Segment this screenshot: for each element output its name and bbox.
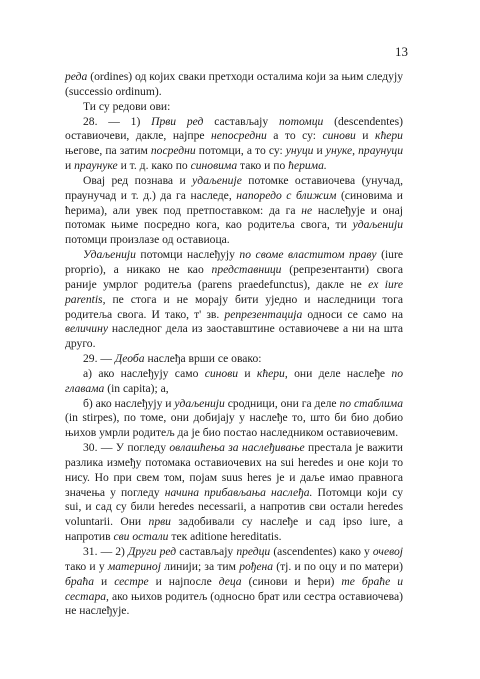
italic-term: ex iure parentis, bbox=[65, 277, 404, 306]
text-run: састављају bbox=[176, 545, 237, 558]
text-run: тако и по bbox=[237, 159, 289, 173]
italic-term: унуке, bbox=[325, 144, 356, 158]
text-run: и bbox=[355, 129, 376, 143]
text-run: (in stirpes), по томе, они добијају у наслеђе то, што би био добио њихов умрли родитељ да је био постао наследником оставиочевим. bbox=[65, 411, 403, 440]
text-run: (descendentes) оставиочеви, дакле, најпре bbox=[65, 114, 403, 143]
italic-term: синови bbox=[322, 129, 356, 143]
italic-term: ћерима. bbox=[288, 159, 327, 173]
italic-term: Деоба bbox=[114, 352, 145, 366]
italic-term: очевој bbox=[372, 545, 403, 558]
italic-term: по своме властитом праву bbox=[239, 248, 377, 262]
italic-term: кћери bbox=[256, 366, 285, 380]
text-run: 29. — bbox=[83, 352, 115, 366]
italic-term: Први ред bbox=[151, 114, 204, 128]
text-run: сродници, они га деле bbox=[224, 396, 340, 410]
text-run: (ordines) од којих сваки претходи осталима који за њим следују (successio ordinum). bbox=[65, 70, 403, 98]
text-run: тек aditione hereditatis. bbox=[168, 530, 282, 544]
paragraph bbox=[65, 367, 403, 397]
italic-term: Удаљенији bbox=[83, 248, 136, 262]
paragraph bbox=[65, 70, 403, 100]
italic-term: реда bbox=[65, 70, 88, 83]
text-run: наследног дела из заоставштине оставиочеве а ни на шта друго. bbox=[65, 322, 403, 351]
italic-term: овлашћења за наслеђивање bbox=[169, 441, 305, 455]
page-number: 13 bbox=[395, 44, 408, 59]
italic-term: удаљенији bbox=[352, 218, 403, 232]
italic-term: начина прибављања наслеђа. bbox=[164, 485, 313, 499]
italic-term: напоредо с ближим bbox=[236, 188, 337, 202]
italic-term: рођена bbox=[239, 559, 274, 573]
text-run: и bbox=[94, 574, 115, 588]
text-run: (ascendentes) како у bbox=[270, 545, 373, 558]
italic-term: по стаблима bbox=[339, 396, 403, 410]
text-run: и т. д. како по bbox=[117, 159, 191, 173]
text-run: (in capita); а, bbox=[104, 381, 169, 395]
text-run: потомке оставиочева (унучад, праунучад и т. д.) да га наследе, bbox=[65, 173, 403, 202]
italic-term: не bbox=[301, 203, 313, 217]
italic-term: непосредни bbox=[211, 129, 267, 143]
italic-term: синови bbox=[204, 366, 239, 380]
italic-term: те браће и сестара, bbox=[65, 574, 403, 603]
text-run: (тј. и по оцу и по матери) bbox=[273, 559, 403, 573]
text-run: престала је важити разлика између потомака оставиочевих на sui heredes и оне који то нису. Но при свем том, појам suus heres је и даље имао правнога значења у погледу bbox=[65, 441, 403, 499]
text-run: и bbox=[313, 144, 326, 158]
body-text bbox=[65, 70, 403, 619]
paragraph bbox=[65, 545, 403, 619]
text-run: а) ако наслеђују само bbox=[83, 366, 205, 380]
italic-term: синовима bbox=[190, 159, 238, 173]
italic-term: браћа bbox=[65, 574, 95, 588]
italic-term: сви остали bbox=[113, 530, 169, 544]
italic-term: Други ред bbox=[128, 545, 177, 558]
paragraph bbox=[65, 441, 403, 545]
text-run: Ти су редови ови: bbox=[83, 99, 171, 113]
text-run: (синови и ћери) bbox=[241, 574, 342, 588]
italic-term: посредни bbox=[150, 144, 196, 158]
italic-term: потомци bbox=[278, 114, 324, 128]
italic-term: материној bbox=[107, 559, 161, 573]
italic-term: представници bbox=[211, 262, 282, 276]
italic-term: праунуци bbox=[358, 144, 403, 158]
text-run: Овај ред познава и bbox=[83, 173, 193, 187]
paragraph bbox=[65, 397, 403, 442]
text-run: а то су: bbox=[266, 129, 323, 143]
paragraph bbox=[65, 352, 403, 367]
paragraph bbox=[65, 248, 403, 352]
text-run: и bbox=[65, 159, 75, 173]
text-run: наслеђа врши се овако: bbox=[144, 352, 262, 366]
text-run: тако и у bbox=[65, 559, 108, 573]
italic-term: предци bbox=[236, 545, 271, 558]
text-run: 28. — 1) bbox=[83, 114, 152, 128]
text-run: линији; за тим bbox=[160, 559, 240, 573]
paragraph bbox=[65, 174, 403, 248]
text-run: б) ако наслеђују и bbox=[83, 396, 175, 410]
text-run: потомци произлазе од оставиоца. bbox=[65, 233, 230, 247]
italic-term: репрезентација bbox=[224, 307, 303, 321]
text-run: Потомци који су sui, и сад су били heredes necessarii, а напротив сви остали heredes voluntarii. Они bbox=[65, 485, 404, 529]
italic-term: величину bbox=[65, 322, 108, 336]
text-run: ако њихов родитељ (односно брат или сестра оставиочева) не наслеђује. bbox=[65, 589, 403, 618]
text-run: (iure proprio), а никако не као bbox=[65, 248, 403, 276]
text-run: 31. — 2) bbox=[83, 545, 129, 558]
text-run: потомци наслеђују bbox=[135, 248, 240, 262]
text-run: задобивали су наслеђе и сад ipso iure, а напротив bbox=[65, 515, 403, 544]
italic-term: удаљеније bbox=[192, 173, 242, 187]
italic-term: сестре bbox=[114, 574, 149, 588]
text-run: , они деле наслеђе bbox=[284, 366, 392, 380]
italic-term: удаљенији bbox=[174, 396, 225, 410]
text-run: састављају bbox=[203, 114, 279, 128]
italic-term: по главама bbox=[65, 366, 403, 395]
text-run: наслеђује и онај потомак њиме посредно кога, као родитеља свога, ти bbox=[65, 203, 403, 232]
text-run: и најпосле bbox=[148, 574, 219, 588]
text-run: односи се само на bbox=[302, 307, 403, 321]
text-run: потомци, а то су: bbox=[195, 144, 286, 158]
italic-term: деца bbox=[218, 574, 242, 588]
italic-term: праунуке bbox=[74, 159, 118, 173]
paragraph bbox=[65, 100, 403, 115]
text-run: пе стога и не морају бити уједно и наследници тога родитеља свога. И тако, т' зв. bbox=[65, 292, 403, 321]
italic-term: први bbox=[148, 515, 171, 529]
text-run: (синовима и ћерима), али увек под претпоставком: да га bbox=[65, 188, 404, 217]
text-run: (репрезентанти) свога раније умрлог родитеља (parens praedefunctus), дакле не bbox=[65, 262, 403, 291]
text-run: његове, па затим bbox=[65, 144, 151, 158]
paragraph bbox=[65, 115, 403, 174]
text-run: 30. — У погледу bbox=[83, 441, 170, 455]
text-run: и bbox=[238, 366, 257, 380]
italic-term: унуци bbox=[285, 144, 314, 158]
italic-term: кћери bbox=[375, 129, 403, 143]
